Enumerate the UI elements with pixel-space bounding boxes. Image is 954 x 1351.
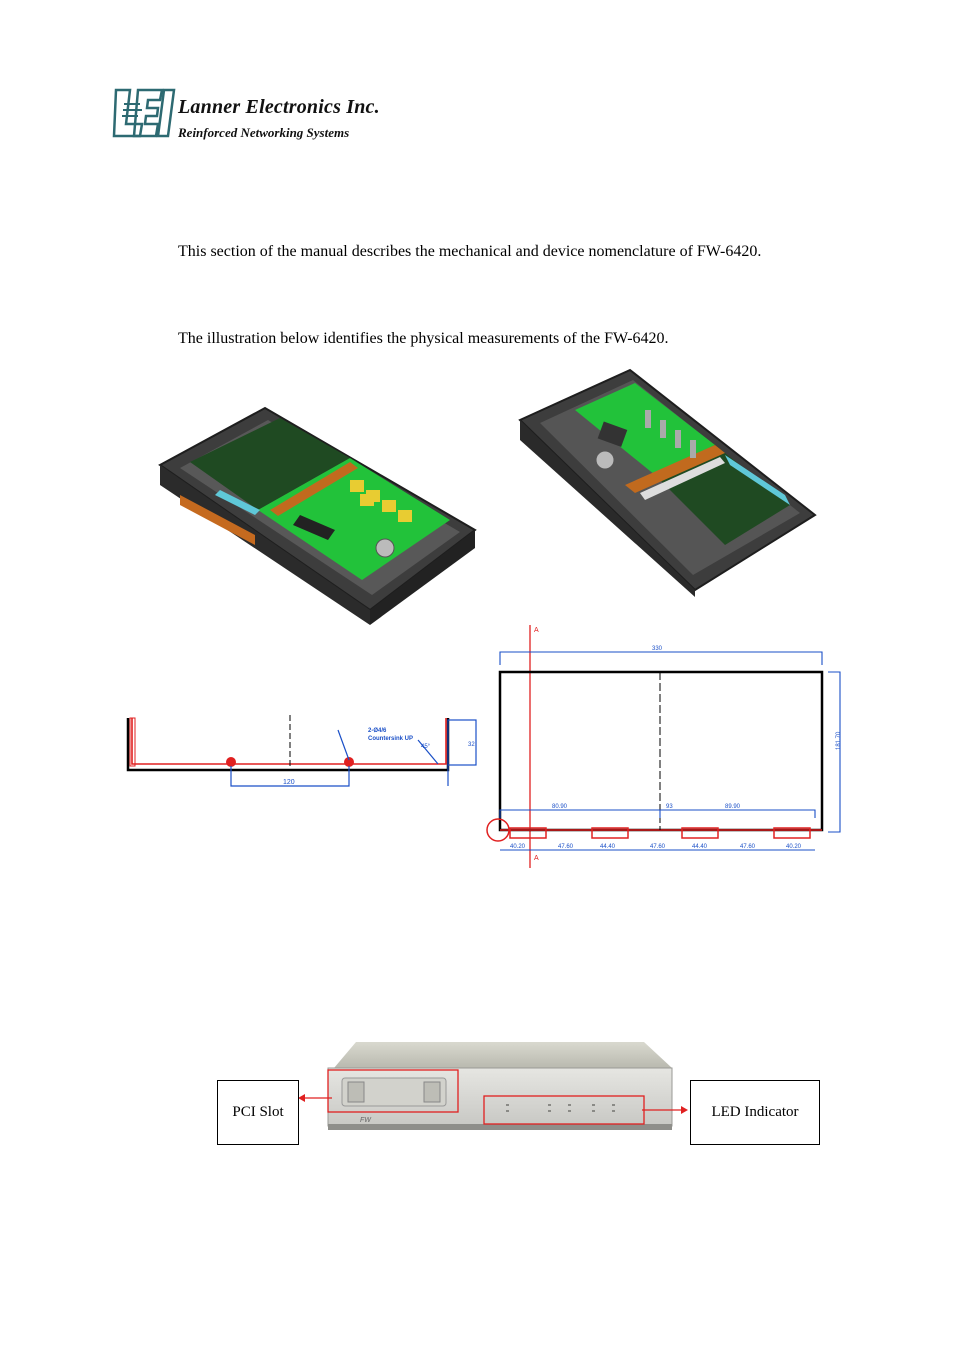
front-panel-photo xyxy=(326,1040,674,1148)
dim-lower-6: 47.60 xyxy=(740,844,756,850)
svg-text:FW: FW xyxy=(360,1117,371,1124)
screw-note: 2-Ø4/6 xyxy=(368,728,387,734)
angle-label: 45° xyxy=(421,744,431,750)
dim-lower-2: 47.60 xyxy=(558,844,574,850)
section-label-bottom: A xyxy=(534,855,539,862)
company-tagline: Reinforced Networking Systems xyxy=(178,125,350,140)
dim-upper-2: 93 xyxy=(666,804,673,810)
dim-upper-3: 89.90 xyxy=(725,804,741,810)
pci-arrow xyxy=(296,1090,336,1110)
side-drawing xyxy=(118,700,488,820)
pci-slot-label: PCI Slot xyxy=(232,1104,284,1120)
company-name: Lanner Electronics Inc. xyxy=(178,96,380,118)
led-indicator-callout xyxy=(690,1080,820,1145)
dim-lower-3: 44.40 xyxy=(600,844,616,850)
measurements-paragraph: The illustration below identifies the physical measurements of the FW-6420. xyxy=(178,330,669,347)
section-label-top: A xyxy=(534,627,539,634)
dim-lower-1: 40.20 xyxy=(510,844,526,850)
led-indicator-label: LED Indicator xyxy=(711,1104,799,1120)
chassis-3d-view-left xyxy=(150,400,490,630)
dim-lower-4: 47.60 xyxy=(650,844,666,850)
top-width-label: 330 xyxy=(652,646,663,652)
pci-slot-callout xyxy=(217,1080,299,1145)
dim-lower-5: 44.40 xyxy=(692,844,708,850)
right-dim-label: 32 xyxy=(468,742,475,748)
dim-lower-7: 40.20 xyxy=(786,844,802,850)
screw-note-2: Countersink UP xyxy=(368,736,414,742)
chassis-3d-view-right xyxy=(515,365,825,600)
intro-paragraph: This section of the manual describes the mechanical and device nomenclature of FW-6420. xyxy=(178,243,762,260)
side-span-label: 120 xyxy=(283,779,295,786)
dim-upper-1: 80.90 xyxy=(552,804,568,810)
led-arrow xyxy=(640,1102,690,1122)
side-height-label: 181.70 xyxy=(836,731,842,750)
top-drawing xyxy=(480,620,845,870)
